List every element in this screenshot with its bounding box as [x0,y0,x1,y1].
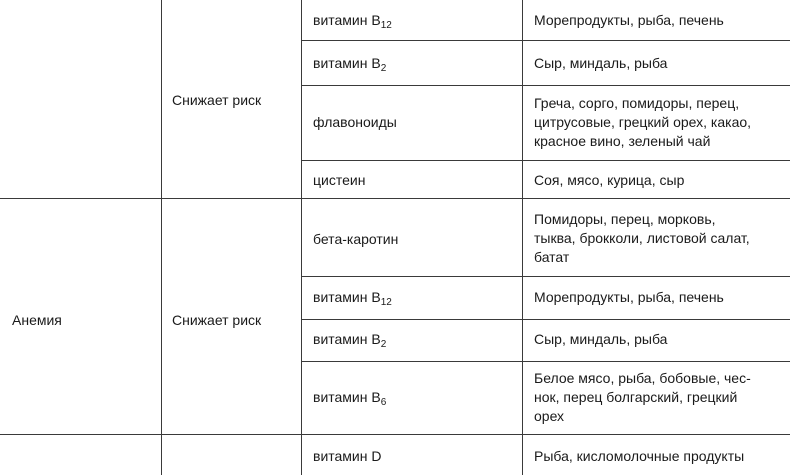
foods-cell: Греча, сорго, помидоры, перец, цитрусовые, грецкий орех, какао, красное вино, зеленый чай [534,95,752,149]
nutrient-cell: витамин D [313,448,382,464]
disease-cell: Анемия [12,312,62,328]
foods-cell: Морепродукты, рыба, печень [534,12,724,28]
nutrient-cell: цистеин [313,172,366,188]
column-divider [522,0,523,475]
nutrient-cell: витамин $B_{12}$ [313,12,392,31]
nutrient-cell: бета-каротин [313,231,399,247]
foods-cell: Морепродукты, рыба, печень [534,289,724,305]
row-divider [301,40,790,41]
column-divider [161,0,162,475]
group-divider [0,198,790,199]
foods-cell: Рыба, кисломолочные продукты [534,448,745,464]
foods-cell: Сыр, миндаль, рыба [534,55,668,71]
nutrient-cell: витамин $B_6$ [313,389,387,408]
row-divider [301,319,790,320]
row-divider [301,276,790,277]
nutrient-cell: витамин $B_{12}$ [313,289,392,308]
foods-cell: Помидоры, перец, морковь, тыква, брокколи, листовой салат, батат [534,211,750,265]
effect-cell: Снижает риск [172,92,262,108]
nutrient-cell: флавоноиды [313,114,397,130]
effect-cell: Снижает риск [172,312,262,328]
foods-cell: Соя, мясо, курица, сыр [534,172,685,188]
row-divider [301,85,790,86]
row-divider [301,160,790,161]
foods-cell: Сыр, миндаль, рыба [534,331,668,347]
column-divider [301,0,302,475]
nutrient-cell: витамин $B_2$ [313,331,387,350]
group-divider [0,434,790,435]
nutrient-cell: витамин $B_2$ [313,55,387,74]
row-divider [301,361,790,362]
foods-cell: Белое мясо, рыба, бобовые, чес- нок, перец болгарский, грецкий орех [534,370,751,424]
